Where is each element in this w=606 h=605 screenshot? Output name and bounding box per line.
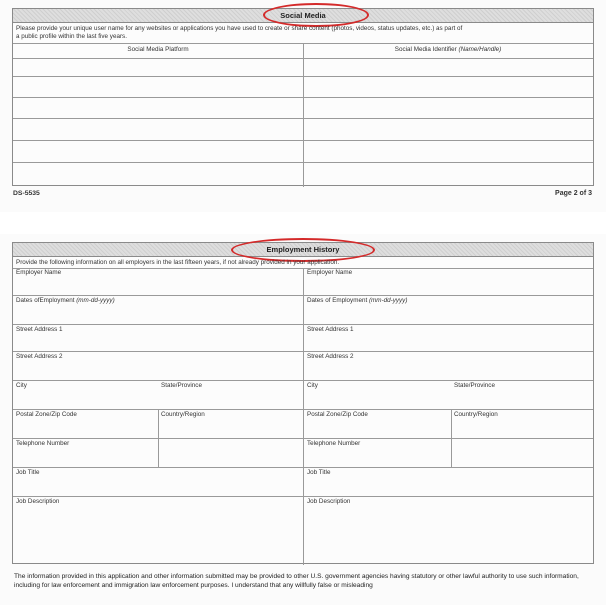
left-street1-label: Street Address 1 <box>16 326 63 333</box>
right-street2-label: Street Address 2 <box>307 353 354 360</box>
grid-rule <box>13 438 593 439</box>
column-divider <box>303 268 304 565</box>
grid-rule <box>13 351 593 352</box>
column-header-identifier: Social Media Identifier (Name/Handle) <box>394 46 502 53</box>
right-job-title-label: Job Title <box>307 469 331 476</box>
right-phone-label: Telephone Number <box>307 440 361 447</box>
column-header-platform: Social Media Platform <box>127 46 189 53</box>
grid-rule <box>13 380 593 381</box>
left-phone-label: Telephone Number <box>16 440 70 447</box>
social-media-section <box>12 8 594 186</box>
grid-rule <box>13 409 593 410</box>
form-page-2 <box>0 0 606 212</box>
sub-column-divider <box>451 409 452 467</box>
grid-rule <box>13 295 593 296</box>
right-state-label: State/Province <box>454 382 495 389</box>
right-street1-label: Street Address 1 <box>307 326 354 333</box>
highlight-oval <box>263 3 369 27</box>
left-city-label: City <box>16 382 27 389</box>
sub-column-divider <box>158 409 159 467</box>
social-media-title: Social Media <box>280 11 326 20</box>
left-job-title-label: Job Title <box>16 469 40 476</box>
social-media-instruction: Please provide your unique user name for any websites or applications you have used to create or share content (photos, videos, status updates, etc.) as part of a public profile within the last five years. <box>16 25 463 40</box>
grid-rule <box>13 324 593 325</box>
right-country-label: Country/Region <box>454 411 498 418</box>
page-number: Page 2 of 3 <box>555 190 592 197</box>
left-dates-label: Dates ofEmployment (mm-dd-yyyy) <box>16 297 115 304</box>
employment-instruction: Provide the following information on all employers in the last fifteen years, if not already provided in your application. <box>16 259 340 266</box>
grid-rule <box>13 496 593 497</box>
disclaimer-text: The information provided in this application and other information submitted may be provided to other U.S. government agencies having statutory or other lawful authority to use such information, including for law enforcement and immigration law enforcement purposes. I understand that any willfully false or misleading <box>14 573 579 589</box>
left-postal-label: Postal Zone/Zip Code <box>16 411 77 418</box>
right-job-desc-label: Job Description <box>307 498 351 505</box>
social-media-table-body[interactable] <box>13 58 593 185</box>
left-employer-name-label: Employer Name <box>16 269 62 276</box>
form-page-employment <box>0 234 606 605</box>
left-job-desc-label: Job Description <box>16 498 60 505</box>
grid-rule <box>13 467 593 468</box>
right-postal-label: Postal Zone/Zip Code <box>307 411 368 418</box>
left-country-label: Country/Region <box>161 411 205 418</box>
right-dates-label: Dates of Employment (mm-dd-yyyy) <box>307 297 408 304</box>
page-gap <box>0 212 606 234</box>
form-id: DS-5535 <box>13 190 40 197</box>
left-street2-label: Street Address 2 <box>16 353 63 360</box>
right-employer-name-label: Employer Name <box>307 269 353 276</box>
employment-section <box>12 242 594 564</box>
left-state-label: State/Province <box>161 382 202 389</box>
right-city-label: City <box>307 382 318 389</box>
employment-title: Employment History <box>266 245 340 254</box>
